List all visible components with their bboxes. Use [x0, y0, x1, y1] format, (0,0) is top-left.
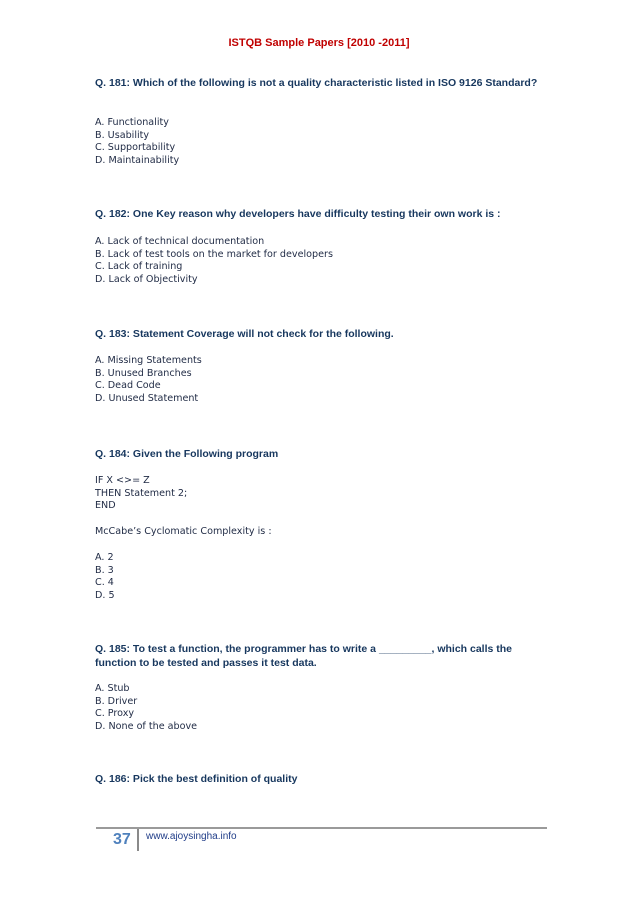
question-186-text: Q. 186: Pick the best definition of quality — [95, 773, 298, 785]
footer-divider-line — [96, 827, 547, 829]
option-a: A. Lack of technical documentation — [95, 236, 265, 247]
option-d: D. Unused Statement — [95, 393, 199, 405]
option-d: D. 5 — [95, 590, 115, 602]
option-c: C. Dead Code — [95, 380, 161, 392]
option-a: A. 2 — [95, 552, 114, 563]
question-185-options — [95, 683, 545, 734]
question-184-text: Q. 184: Given the Following program — [95, 448, 279, 460]
question-181-options — [95, 117, 545, 168]
question-184-options — [95, 552, 545, 603]
question-182-text: Q. 182: One Key reason why developers have difficulty testing their own work is : — [95, 208, 501, 220]
question-183-options — [95, 355, 545, 406]
question-185-text: Q. 185: To test a function, the programmer has to write a _________, which calls the function to be tested and passes it test data. — [95, 643, 513, 669]
option-a: A. Stub — [95, 683, 130, 694]
option-d: D. Lack of Objectivity — [95, 274, 198, 286]
question-182-options — [95, 236, 545, 287]
code-line: END — [95, 500, 116, 512]
question-183-text: Q. 183: Statement Coverage will not check for the following. — [95, 328, 394, 340]
question-184-subtext: McCabe’s Cyclomatic Complexity is : — [95, 526, 272, 537]
option-c: C. Lack of training — [95, 261, 183, 273]
option-b: B. Unused Branches — [95, 367, 192, 379]
option-b: B. 3 — [95, 564, 114, 576]
footer-vertical-divider — [137, 829, 139, 851]
option-b: B. Usability — [95, 129, 150, 141]
option-b: B. Lack of test tools on the market for developers — [95, 248, 333, 260]
option-a: A. Missing Statements — [95, 355, 202, 366]
option-a: A. Functionality — [95, 117, 169, 128]
code-line: THEN Statement 2; — [95, 487, 188, 499]
option-d: D. None of the above — [95, 721, 198, 733]
page-number: 37 — [113, 831, 131, 848]
question-181-text: Q. 181: Which of the following is not a quality characteristic listed in ISO 9126 Standard? — [95, 77, 538, 89]
option-b: B. Driver — [95, 695, 138, 707]
question-184-code — [95, 475, 545, 513]
option-c: C. 4 — [95, 577, 114, 589]
option-d: D. Maintainability — [95, 155, 180, 167]
option-c: C. Supportability — [95, 142, 176, 154]
page-header-title: ISTQB Sample Papers [2010 -2011] — [228, 37, 410, 49]
option-c: C. Proxy — [95, 708, 135, 720]
code-line: IF X <>= Z — [95, 475, 150, 486]
footer-website-link[interactable]: www.ajoysingha.info — [146, 831, 237, 842]
